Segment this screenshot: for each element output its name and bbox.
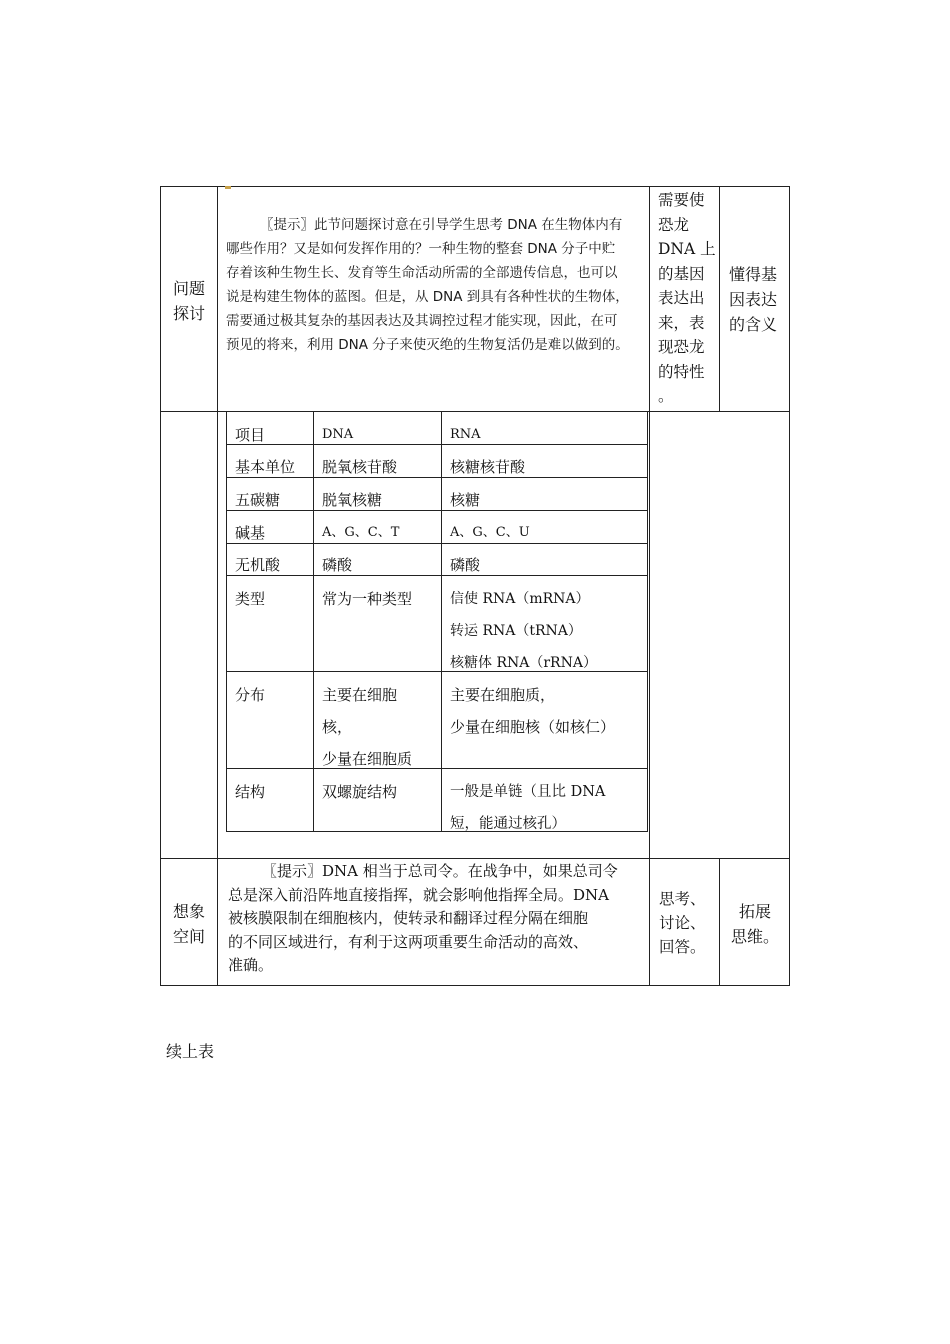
row3-label	[162, 899, 216, 949]
hint-line: 〖提示〗此节问题探讨意在引导学生思考 DNA 在生物体内有	[260, 217, 623, 233]
cmp-rna-line: 少量在细胞核（如核仁）	[450, 718, 616, 736]
cmp-dna: 常为一种类型	[322, 590, 413, 608]
hint-line: 准确。	[228, 956, 274, 974]
col-divider-1	[217, 186, 218, 986]
cmp-rna	[450, 679, 615, 743]
cmp-dna: 脱氧核糖	[322, 491, 383, 509]
hint-line: 的不同区域进行，有利于这两项重要生命活动的高效、	[228, 932, 589, 951]
col-divider-3b	[719, 858, 720, 986]
row1-hint-paragraph	[226, 213, 646, 357]
goal-line: 的含义	[729, 315, 778, 334]
cmp-rna-line: 信使 RNA（mRNA）	[450, 591, 590, 607]
activity-line: 表达出	[658, 289, 705, 307]
activity-line: 需要使	[658, 191, 705, 209]
cmp-header-dna: DNA	[322, 427, 354, 442]
cmp-dna-line: 核，	[322, 718, 353, 736]
cmp-item: 类型	[235, 590, 266, 608]
row3-goal	[721, 899, 789, 949]
cmp-dna: 磷酸	[322, 556, 353, 574]
goal-line: 因表达	[729, 290, 778, 309]
cmp-rna-line: 转运 RNA（tRNA）	[450, 623, 582, 639]
hint-line: 总是深入前沿阵地直接指挥，就会影响他指挥全局。DNA	[228, 885, 609, 904]
cmp-rna-line: 主要在细胞质，	[450, 686, 556, 704]
row1-marker	[225, 186, 231, 189]
row1-activity	[658, 188, 718, 409]
activity-line: 回答。	[659, 938, 706, 956]
col-divider-2	[649, 186, 650, 986]
cmp-dna	[322, 679, 412, 775]
activity-line: 恐龙	[658, 215, 690, 234]
cmp-item: 基本单位	[235, 458, 296, 476]
row3-activity	[659, 887, 719, 959]
goal-line: 思维。	[730, 927, 779, 946]
cmp-row-line	[226, 543, 648, 544]
hint-line: 哪些作用？又是如何发挥作用的？一种生物的整套 DNA 分子中贮	[226, 241, 616, 257]
hint-line: 〖提示〗DNA 相当于总司令。在战争中，如果总司令	[262, 862, 618, 880]
cmp-dna-line: 主要在细胞	[322, 686, 398, 704]
row-divider-2	[160, 858, 790, 859]
activity-line: DNA 上	[658, 240, 716, 258]
activity-line: 现恐龙	[658, 338, 705, 356]
row1-label	[162, 276, 216, 326]
hint-line: 说是构建生物体的蓝图。但是，从 DNA 到具有各种性状的生物体，	[226, 289, 629, 305]
row1-label-line: 探讨	[172, 304, 205, 323]
goal-line: 拓展	[738, 902, 771, 921]
hint-line: 被核膜限制在细胞核内，使转录和翻译过程分隔在细胞	[228, 909, 589, 927]
hint-line: 存着该种生物生长、发育等生命活动所需的全部遗传信息，也可以	[226, 265, 618, 281]
cmp-rna: 核糖核苷酸	[450, 458, 526, 476]
cmp-row-line	[226, 444, 648, 445]
cmp-rna: A、G、C、U	[450, 525, 530, 540]
activity-line: 的特性	[658, 362, 705, 381]
cmp-dna: A、G、C、T	[322, 525, 400, 540]
cmp-rna-line: 核糖体 RNA（rRNA）	[450, 655, 597, 671]
cmp-dna-line: 少量在细胞质	[322, 750, 413, 768]
cmp-item: 分布	[235, 686, 266, 704]
cmp-item: 五碳糖	[235, 491, 281, 509]
cmp-dna: 双螺旋结构	[322, 783, 398, 801]
cmp-dna: 脱氧核苷酸	[322, 458, 398, 476]
cmp-item: 结构	[235, 783, 266, 801]
cmp-item: 碱基	[235, 524, 266, 542]
hint-line: 需要通过极其复杂的基因表达及其调控过程才能实现，因此，在可	[226, 313, 618, 329]
goal-line: 懂得基	[729, 265, 778, 284]
row1-label-line: 问题	[172, 279, 205, 298]
cmp-rna: 磷酸	[450, 556, 481, 574]
row3-label-line: 想象	[172, 902, 205, 921]
continued-note: 续上表	[166, 1042, 215, 1061]
cmp-header-item: 项目	[235, 426, 266, 444]
cmp-rna-line: 一般是单链（且比 DNA	[450, 784, 606, 800]
cmp-rna	[450, 776, 605, 840]
row1-goal	[729, 262, 787, 337]
cmp-header-rna: RNA	[450, 427, 481, 442]
cmp-row-line	[226, 510, 648, 511]
row3-hint-paragraph	[228, 860, 648, 978]
cmp-rna-line: 短，能通过核孔）	[450, 816, 566, 832]
cmp-row-line	[226, 575, 648, 576]
activity-line: 。	[658, 387, 674, 405]
activity-line: 思考、	[659, 890, 706, 908]
cmp-rna: 核糖	[450, 491, 481, 509]
cmp-item: 无机酸	[235, 556, 281, 574]
activity-line: 讨论、	[659, 914, 706, 932]
activity-line: 来，表	[658, 313, 705, 332]
col-divider-3	[719, 186, 720, 412]
row3-label-line: 空间	[172, 927, 205, 946]
cmp-rna	[450, 583, 597, 679]
hint-line: 预见的将来，利用 DNA 分子来使灭绝的生物复活仍是难以做到的。	[226, 337, 629, 353]
activity-line: 的基因	[658, 264, 705, 283]
cmp-row-line	[226, 768, 648, 769]
